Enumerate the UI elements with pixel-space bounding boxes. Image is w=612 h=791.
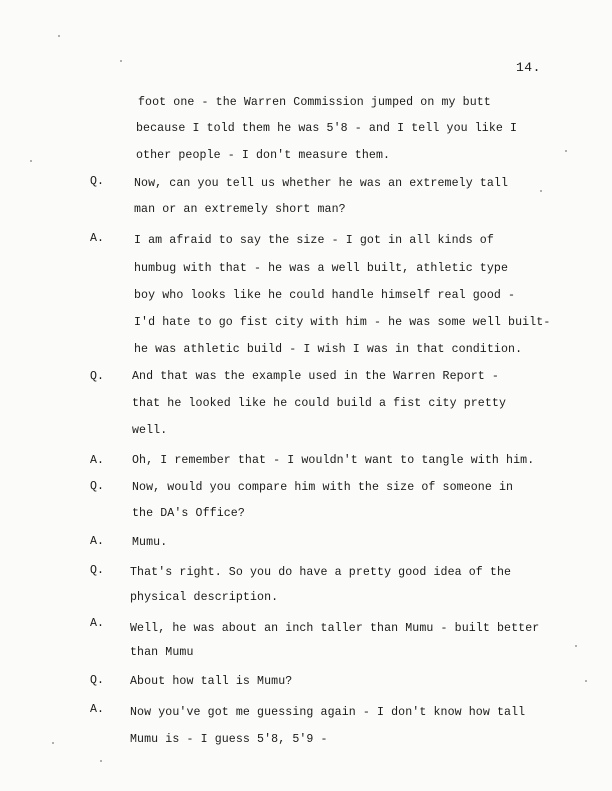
- transcript-line: the DA's Office?: [132, 507, 245, 520]
- transcript-line: man or an extremely short man?: [134, 203, 346, 216]
- transcript-line: Mumu is - I guess 5'8, 5'9 -: [130, 733, 328, 746]
- speaker-label: Q.: [90, 480, 104, 493]
- speaker-label: A.: [90, 703, 104, 716]
- transcript-line: he was athletic build - I wish I was in that condition.: [134, 343, 523, 356]
- transcript-line: that he looked like he could build a fist city pretty: [132, 397, 507, 410]
- scan-speck: [100, 760, 102, 762]
- transcript-line: foot one - the Warren Commission jumped on my butt: [138, 96, 491, 109]
- scan-speck: [585, 680, 587, 682]
- transcript-line: Now, would you compare him with the size of someone in: [132, 481, 514, 494]
- speaker-label: Q.: [90, 175, 104, 188]
- speaker-label: A.: [90, 232, 104, 245]
- speaker-label: A.: [90, 535, 104, 548]
- transcript-line: Mumu.: [132, 536, 168, 549]
- transcript-line: humbug with that - he was a well built, athletic type: [134, 262, 509, 275]
- transcript-line: I am afraid to say the size - I got in all kinds of: [134, 234, 494, 247]
- scan-speck: [575, 645, 577, 647]
- speaker-label: Q.: [90, 370, 104, 383]
- transcript-line: Oh, I remember that - I wouldn't want to tangle with him.: [132, 454, 535, 467]
- scan-speck: [120, 60, 122, 62]
- transcript-line: boy who looks like he could handle himself real good -: [134, 289, 516, 302]
- speaker-label: Q.: [90, 674, 104, 687]
- transcript-line: That's right. So you do have a pretty good idea of the: [130, 566, 512, 579]
- transcript-line: Well, he was about an inch taller than Mumu - built better: [130, 622, 540, 635]
- scan-speck: [52, 742, 54, 744]
- transcript-line: Now, can you tell us whether he was an extremely tall: [134, 177, 509, 190]
- speaker-label: A.: [90, 617, 104, 630]
- transcript-line: Now you've got me guessing again - I don't know how tall: [130, 706, 526, 719]
- page-number: 14.: [516, 60, 541, 75]
- scan-speck: [30, 160, 32, 162]
- scan-speck: [565, 150, 567, 152]
- scan-speck: [58, 35, 60, 37]
- speaker-label: A.: [90, 454, 104, 467]
- transcript-line: I'd hate to go fist city with him - he was some well built-: [134, 316, 551, 329]
- speaker-label: Q.: [90, 564, 104, 577]
- transcript-line: And that was the example used in the Warren Report -: [132, 370, 499, 383]
- scan-speck: [540, 190, 542, 192]
- transcript-line: About how tall is Mumu?: [130, 675, 293, 688]
- transcript-line: because I told them he was 5'8 - and I tell you like I: [136, 122, 518, 135]
- transcript-line: physical description.: [130, 591, 279, 604]
- transcript-line: other people - I don't measure them.: [136, 149, 391, 162]
- transcript-line: than Mumu: [130, 646, 194, 659]
- transcript-line: well.: [132, 424, 168, 437]
